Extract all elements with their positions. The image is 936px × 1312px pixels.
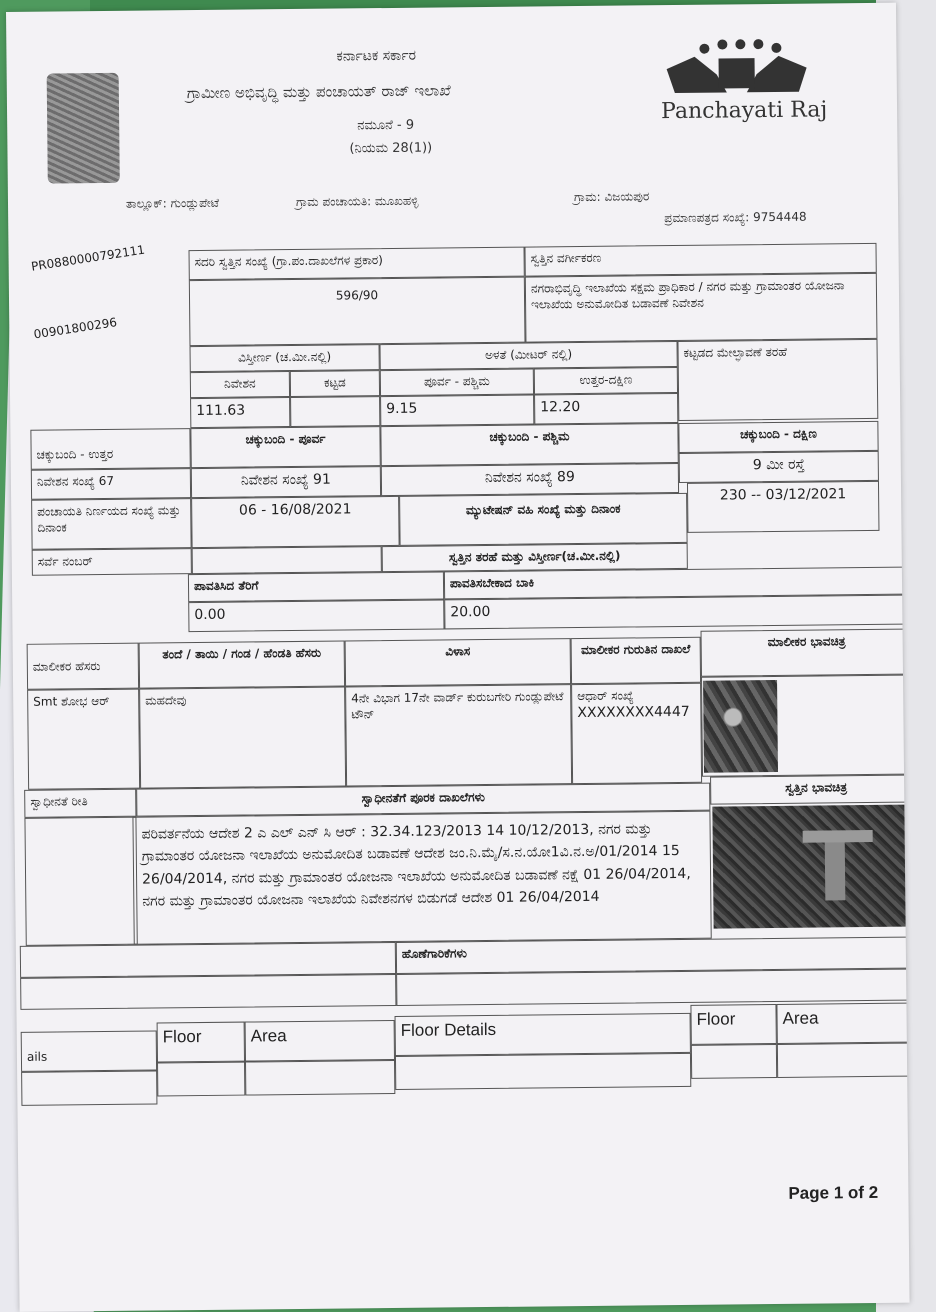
tax-due-value: 20.00: [444, 595, 909, 630]
village-label: ಗ್ರಾಮ: ವಿಜಯಪುರ: [573, 189, 650, 205]
building-label: ಕಟ್ಟಡ: [290, 370, 380, 397]
floor-value: [157, 1062, 245, 1097]
owner-photo: [703, 680, 778, 773]
taluk-label: ತಾಲ್ಲೂಕ್: ಗುಂಡ್ಲುಪೇಟೆ: [125, 195, 220, 211]
area-column-label-2: Area: [776, 1002, 909, 1044]
tax-paid-label: ಪಾವತಿಸಿದ ತೆರಿಗೆ: [188, 571, 444, 602]
panchayati-raj-logo-icon: [656, 34, 817, 96]
site-area: 111.63: [190, 397, 290, 428]
liabilities-value-left: [20, 974, 396, 1010]
floor-details-left-label: ails: [21, 1030, 157, 1071]
owner-id-label: ಮಾಲೀಕರ ಗುರುತಿನ ದಾಖಲೆ: [571, 637, 701, 684]
mutation-label: ಮ್ಯುಟೇಷನ್ ವಹಿ ಸಂಖ್ಯೆ ಮತ್ತು ದಿನಾಂಕ: [399, 493, 688, 546]
survey-number-label: ಸರ್ವೆ ನಂಬರ್: [32, 548, 192, 576]
account-code: 00901800296: [32, 315, 118, 342]
floor-details-label: Floor Details: [395, 1013, 691, 1056]
owner-id-type: ಆಧಾರ್ ಸಂಖ್ಯೆ: [577, 688, 634, 704]
west-boundary-value: ನಿವೇಶನ ಸಂಖ್ಯೆ 89: [381, 463, 679, 496]
south-boundary-label: ಚಕ್ಕುಬಂದಿ - ದಕ್ಷಿಣ: [678, 421, 878, 453]
survey-number-value: [192, 546, 382, 574]
roof-type-label: ಕಟ್ಟಡದ ಮೇಲ್ಛಾವಣೆ ತರಹೆ: [677, 339, 878, 421]
property-number: 596/90: [189, 277, 526, 347]
supporting-documents-text: ಪರಿವರ್ತನೆಯ ಆದೇಶ 2 ಎ ಎಲ್ ಎನ್ ಸಿ ಆರ್ : 32.34.123/2013 14 10/12/2013, ನಗರ ಮತ್ತು ಗ್ರಾಮಾಂತರ ಯೋಜನಾ ಇಲಾಖೆಯ ಅನುಮೋದಿತ ಬಡಾವಣೆ ಆದೇಶ ಜಂ.ನಿ.ಮೈ/ಸ.ನ.ಯೋ1ವಿ.ನ.ಅ/01/2014 15 26/04/2014, ನಗರ ಮತ್ತು ಗ್ರಾಮಾಂತರ ಯೋಜನಾ ಇಲಾಖೆಯ ಅನುಮೋದಿತ ಬಡಾವಣೆ ನಕ್ಷೆ 01 26/04/2014, ನಗರ ಮತ್ತು ಗ್ರಾಮಾಂತರ ಯೋಜನಾ ಇಲಾಖೆಯ ನಿವೇಶನಗಳ ಬಿಡುಗಡೆ ಆದೇಶ 01 26/04/2014: [132, 811, 711, 945]
form-number: ನಮೂನೆ - 9: [357, 117, 415, 134]
acquisition-mode-label: ಸ್ವಾಧೀನತೆ ರೀತಿ: [24, 789, 136, 818]
parent-name-label: ತಂದೆ / ತಾಯಿ / ಗಂಡ / ಹೆಂಡತಿ ಹೆಸರು: [139, 640, 345, 688]
owner-id-value: XXXXXXXX4447: [577, 704, 690, 722]
floor-row-left: [21, 1070, 157, 1105]
floor-details-value: [395, 1053, 691, 1090]
mutation-value: 230 -- 03/12/2021: [687, 481, 880, 533]
owner-id-cell: [571, 683, 702, 784]
building-area: [290, 396, 380, 427]
floor-label-2: Floor: [690, 1004, 776, 1045]
area-value-2: [777, 1042, 910, 1078]
area-label: ವಿಸ್ತೀರ್ಣ (ಚ.ಮೀ.ನಲ್ಲಿ): [190, 344, 380, 372]
property-number-label: ಸದರಿ ಸ್ವತ್ತಿನ ಸಂಖ್ಯೆ (ಗ್ರಾ.ಪಂ.ದಾಖಲೆಗಳ ಪ್ರಕಾರ): [189, 247, 525, 281]
department-title: ಗ್ರಾಮೀಣ ಅಭಿವೃದ್ಧಿ ಮತ್ತು ಪಂಚಾಯತ್ ರಾಜ್ ಇಲಾಖೆ: [186, 81, 451, 103]
liabilities-value: [396, 968, 909, 1006]
tax-due-label: ಪಾವತಿಸಬೇಕಾದ ಬಾಕಿ: [444, 567, 910, 600]
north-south-value: 12.20: [534, 393, 678, 425]
area-column-label: Area: [245, 1020, 395, 1062]
address-label: ವಿಳಾಸ: [345, 638, 571, 686]
tax-paid-value: 0.00: [188, 599, 444, 632]
floor-value-2: [691, 1044, 777, 1079]
north-boundary-label: ಚಕ್ಕುಬಂದಿ - ಉತ್ತರ: [30, 428, 190, 470]
north-boundary-value: ನಿವೇಶನ ಸಂಖ್ಯೆ 67: [31, 468, 191, 500]
dimension-label: ಅಳತೆ (ಮೀಟರ್ ನಲ್ಲಿ): [379, 341, 677, 370]
gram-panchayat-label: ಗ್ರಾಮ ಪಂಚಾಯತಿ: ಮೂಖಹಳ್ಳಿ: [295, 193, 419, 209]
north-south-label: ಉತ್ತರ-ದಕ್ಷಿಣ: [534, 367, 678, 395]
owner-photo-label: ಮಾಲೀಕರ ಭಾವಚಿತ್ರ: [701, 629, 910, 677]
owner-name-label: ಮಾಲೀಕರ ಹೆಸರು: [27, 643, 139, 690]
area-value: [245, 1060, 395, 1096]
property-code: PR0880000792111: [30, 242, 146, 274]
owner-name: Smt ಶೋಭ ಆರ್: [27, 689, 140, 790]
classification-label: ಸ್ವತ್ತಿನ ವರ್ಗೀಕರಣ: [524, 243, 876, 277]
property-photo-label: ಸ್ವತ್ತಿನ ಭಾವಚಿತ್ರ: [710, 774, 910, 804]
karnataka-emblem-icon: [47, 73, 120, 184]
document-page: [6, 3, 910, 1312]
acquisition-mode-value: [24, 817, 137, 946]
east-west-label: ಪೂರ್ವ - ಪಶ್ಚಿಮ: [380, 368, 534, 396]
east-west-value: 9.15: [380, 394, 534, 426]
east-boundary-value: ನಿವೇಶನ ಸಂಖ್ಯೆ 91: [191, 466, 381, 498]
parent-name: ಮಹದೇವು: [139, 686, 346, 788]
floor-label: Floor: [157, 1022, 245, 1063]
brand-text: Panchayati Raj: [660, 97, 828, 125]
south-boundary-value: 9 ಮೀ ರಸ್ತೆ: [679, 451, 879, 483]
rule-number: (ನಿಯಮ 28(1)): [349, 140, 433, 157]
west-boundary-label: ಚಕ್ಕುಬಂದಿ - ಪಶ್ಚಿಮ: [380, 423, 678, 466]
owner-address: 4ನೇ ವಿಭಾಗ 17ನೇ ವಾರ್ಡ್ ಕುರುಬಗೇರಿ ಗುಂಡ್ಲುಪೇಟೆ ಟೌನ್: [345, 684, 572, 786]
east-boundary-label: ಚಕ್ಕುಬಂದಿ - ಪೂರ್ವ: [190, 426, 380, 468]
site-label: ನಿವೇಶನ: [190, 371, 290, 398]
resolution-value: 06 - 16/08/2021: [191, 496, 400, 548]
classification-value: ನಗರಾಭಿವೃದ್ಧಿ ಇಲಾಖೆಯ ಸಕ್ಷಮ ಪ್ರಾಧಿಕಾರ / ನಗರ ಮತ್ತು ಗ್ರಾಮಾಂತರ ಯೋಜನಾ ಇಲಾಖೆಯ ಅನುಮೋದಿತ ಬಡಾವಣೆ ನಿವೇಶನ: [525, 273, 878, 343]
liabilities-left-cell: [20, 942, 396, 978]
govt-title: ಕರ್ನಾಟಕ ಸರ್ಕಾರ: [336, 47, 417, 65]
liabilities-label: ಹೊಣೆಗಾರಿಕೆಗಳು: [396, 936, 910, 974]
supporting-documents-label: ಸ್ವಾಧೀನತೆಗೆ ಪೂರಕ ದಾಖಲೆಗಳು: [136, 783, 710, 817]
resolution-label: ಪಂಚಾಯತಿ ನಿರ್ಣಯದ ಸಂಖ್ಯೆ ಮತ್ತು ದಿನಾಂಕ: [31, 498, 192, 550]
property-photo: [712, 804, 909, 928]
certificate-number: ಪ್ರಮಾಣಪತ್ರದ ಸಂಖ್ಯೆ: 9754448: [664, 209, 807, 226]
property-type-area-label: ಸ್ವತ್ತಿನ ತರಹೆ ಮತ್ತು ವಿಸ್ತೀರ್ಣ(ಚ.ಮೀ.ನಲ್ಲಿ): [382, 543, 688, 572]
page-number: Page 1 of 2: [788, 1182, 879, 1203]
